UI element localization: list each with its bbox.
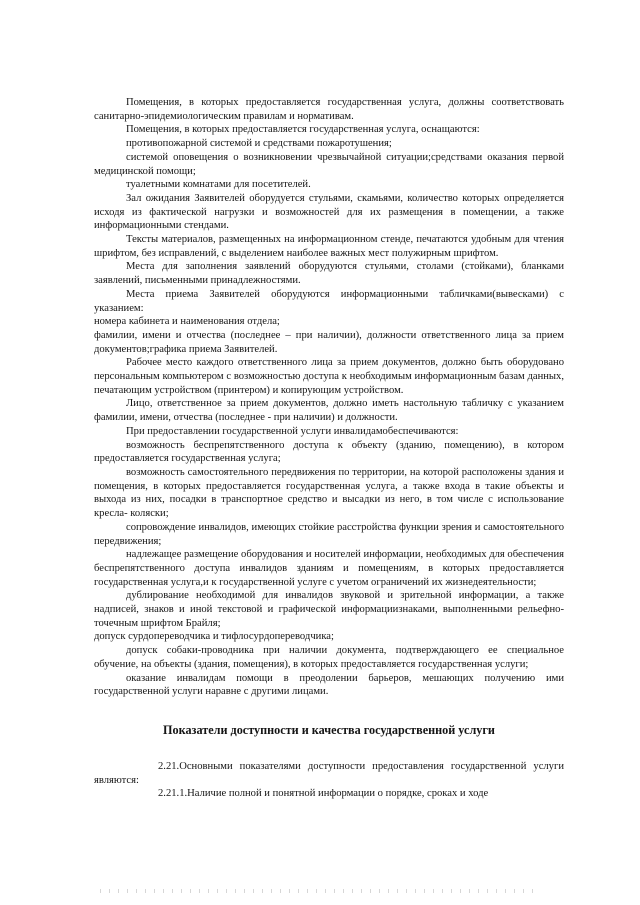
document-body <box>94 96 564 801</box>
paragraph: номера кабинета и наименования отдела; <box>94 316 280 328</box>
paragraph: системой оповещения о возникновении чрезвычайной ситуации;средствами оказания первой медицинской помощи; <box>94 151 564 177</box>
paragraph: дублирование необходимой для инвалидов звуковой и зрительной информации, а также надписей, знаков и иной текстовой и графической информациизнаками, выполненными рельефно-точечным шрифтом Брайля; <box>94 590 564 629</box>
paragraph: фамилии, имени и отчества (последнее – при наличии), должности ответственного лица за прием документов;графика приема Заявителей. <box>94 329 564 355</box>
section-heading: Показатели доступности и качества государственной услуги <box>163 722 495 737</box>
paragraph: Зал ожидания Заявителей оборудуется стульями, скамьями, количество которых определяется исходя из фактической нагрузки и возможностей для их размещения в помещении, а также информационными стендами. <box>94 192 564 232</box>
numbered-list <box>94 760 564 801</box>
paragraph: возможность беспрепятственного доступа к объекту (зданию, помещению), в котором предоставляется государственная услуга; <box>94 439 564 465</box>
paragraph-number: 2.21. <box>158 760 180 772</box>
paragraph: Рабочее место каждого ответственного лица за прием документов, должно быть оборудовано персональным компьютером с возможностью доступа к необходимым информационным базам данных, печатающим устройством (принтером) и копирующим устройством. <box>94 357 564 396</box>
paragraph: Места для заполнения заявлений оборудуются стульями, столами (стойками), бланками заявлений, письменными принадлежностями. <box>94 261 564 287</box>
paragraph: надлежащее размещение оборудования и носителей информации, необходимых для обеспечения беспрепятственного доступа инвалидов зданиям и помещениям, в которых предоставляется государственная услуга,и к государственной услуге с учетом ограничений их жизнедеятельности; <box>94 549 564 588</box>
scan-artifact <box>100 889 540 893</box>
paragraph-number: 2.21.1. <box>158 788 188 800</box>
paragraph-list <box>94 96 564 699</box>
paragraph: допуск сурдопереводчика и тифлосурдопереводчика; <box>94 631 334 643</box>
paragraph: допуск собаки-проводника при наличии документа, подтверждающего ее специальное обучение, на объекты (здания, помещения), в которых предоставляется государственная услуги; <box>94 645 564 670</box>
numbered-paragraph <box>94 760 564 787</box>
numbered-paragraph <box>94 787 564 801</box>
paragraph: Помещения, в которых предоставляется государственная услуга, оснащаются: <box>126 124 480 136</box>
paragraph: Помещения, в которых предоставляется государственная услуга, должны соответствовать санитарно-эпидемиологическим правилам и нормативам. <box>94 97 564 122</box>
paragraph: противопожарной системой и средствами пожаротушения; <box>126 138 392 150</box>
paragraph: оказание инвалидам помощи в преодолении барьеров, мешающих получению ими государственной услуги наравне с другими лицами. <box>94 672 564 698</box>
paragraph: Места приема Заявителей оборудуются информационными табличками(вывесками) с указанием: <box>94 288 564 314</box>
paragraph-text: Наличие полной и понятной информации о порядке, сроках и ходе <box>187 788 489 800</box>
paragraph: туалетными комнатами для посетителей. <box>126 179 311 191</box>
paragraph: сопровождение инвалидов, имеющих стойкие расстройства функции зрения и самостоятельного передвижения; <box>94 521 564 547</box>
paragraph: возможность самостоятельного передвижения по территории, на которой расположены здания и помещения, в которых предоставляется государственная услуга, а также входа в такие объекты и выхода из них, посадки в транспортное средство и высадки из него, в том числе с использование кресла- коляски; <box>94 466 564 520</box>
paragraph-text: Основными показателями доступности предоставления государственной услуги являются: <box>94 760 564 786</box>
paragraph: Тексты материалов, размещенных на информационном стенде, печатаются удобным для чтения шрифтом, без исправлений, с выделением наиболее важных мест полужирным шрифтом. <box>94 234 564 259</box>
paragraph: При предоставлении государственной услуги инвалидамобеспечиваются: <box>126 425 459 437</box>
paragraph: Лицо, ответственное за прием документов, должно иметь настольную табличку с указанием фамилии, имени, отчества (последнее - при наличии) и должности. <box>94 398 564 424</box>
